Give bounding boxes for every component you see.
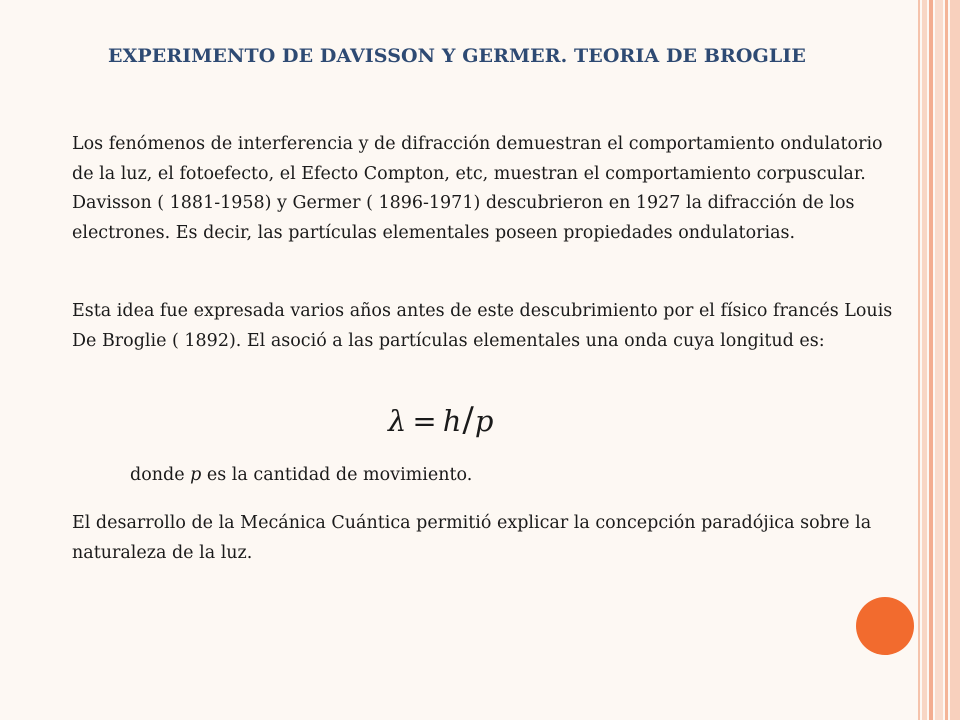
stripe-2: [922, 0, 927, 720]
orange-circle-icon: [856, 597, 914, 655]
paragraph-de-broglie: Esta idea fue expresada varios años antes de este descubrimiento por el físico francés Louis De Broglie ( 1892). El asoció a las partículas elementales una onda cuya longitud es:: [72, 301, 893, 351]
stripe-3: [929, 0, 933, 720]
formula-equals: =: [412, 404, 437, 438]
stripe-1: [918, 0, 920, 720]
formula-p: p: [474, 404, 494, 438]
stripe-4: [935, 0, 943, 720]
paragraph-interference: Los fenómenos de interferencia y de difracción demuestran el comportamiento ondulatorio de la luz, el fotoefecto, el Efecto Compton, etc, muestran el comportamiento corpuscular. Davisson ( 1881-1958) y Germer ( 1896-1971) descubrieron en 1927 la difracción de los electrones. Es decir, las partículas elementales poseen propiedades ondulatorias.: [72, 134, 883, 243]
formula-note-variable: p: [190, 465, 202, 485]
formula-note-suffix: es la cantidad de movimiento.: [201, 465, 473, 485]
formula-lambda: λ: [388, 404, 407, 438]
slide-title: EXPERIMENTO DE DAVISSON Y GERMER. TEORIA DE BROGLIE: [108, 45, 806, 67]
de-broglie-formula: [388, 400, 493, 440]
formula-slash: /: [462, 400, 474, 440]
formula-note: [130, 461, 890, 491]
stripe-5: [945, 0, 948, 720]
stripe-6: [950, 0, 960, 720]
formula-h: h: [442, 404, 462, 438]
paragraph-quantum-mechanics: El desarrollo de la Mecánica Cuántica permitió explicar la concepción paradójica sobre la naturaleza de la luz.: [72, 513, 872, 563]
formula-note-prefix: donde: [130, 465, 191, 485]
